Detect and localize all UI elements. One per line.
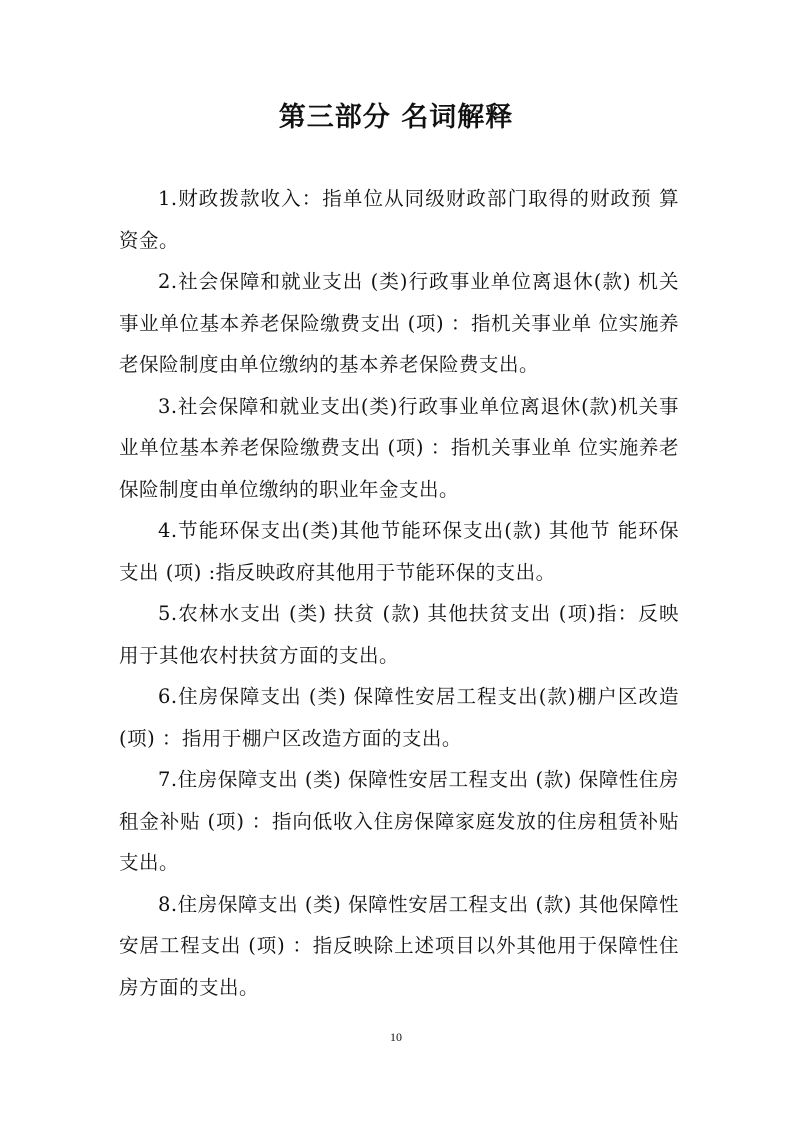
definition-paragraph-6: 6.住房保障支出 (类) 保障性安居工程支出(款)棚户区改造 (项) ：指用于棚户区改造方面的支出。 (119, 685, 679, 750)
page-title: 第三部分 名词解释 (278, 102, 514, 133)
definition-paragraph-2: 2.社会保障和就业支出 (类)行政事业单位离退休(款) 机关事业单位基本养老保险缴费支出 (项) ：指机关事业单 位实施养老保险制度由单位缴纳的基本养老保险费支出。 (119, 270, 679, 376)
definition-paragraph-1: 1.财政拨款收入：指单位从同级财政部门取得的财政预 算资金。 (119, 187, 679, 252)
definition-paragraph-7: 7.住房保障支出 (类) 保障性安居工程支出 (款) 保障性住房租金补贴 (项) ：指向低收入住房保障家庭发放的住房租赁补贴支出。 (119, 768, 679, 874)
definition-paragraph-3: 3.社会保障和就业支出(类)行政事业单位离退休(款)机关事业单位基本养老保险缴费支出 (项) ：指机关事业单 位实施养老保险制度由单位缴纳的职业年金支出。 (119, 394, 679, 501)
definition-paragraph-5: 5.农林水支出 (类) 扶贫 (款) 其他扶贫支出 (项)指：反映用于其他农村扶贫方面的支出。 (119, 602, 679, 667)
definition-paragraph-8: 8.住房保障支出 (类) 保障性安居工程支出 (款) 其他保障性安居工程支出 (项) ：指反映除上述项目以外其他用于保障性住房方面的支出。 (119, 892, 679, 999)
definitions-body (119, 178, 679, 1008)
page-number: 10 (390, 1030, 402, 1044)
definition-paragraph-4: 4.节能环保支出(类)其他节能环保支出(款) 其他节 能环保支出 (项) :指反映政府其他用于节能环保的支出。 (119, 519, 679, 584)
